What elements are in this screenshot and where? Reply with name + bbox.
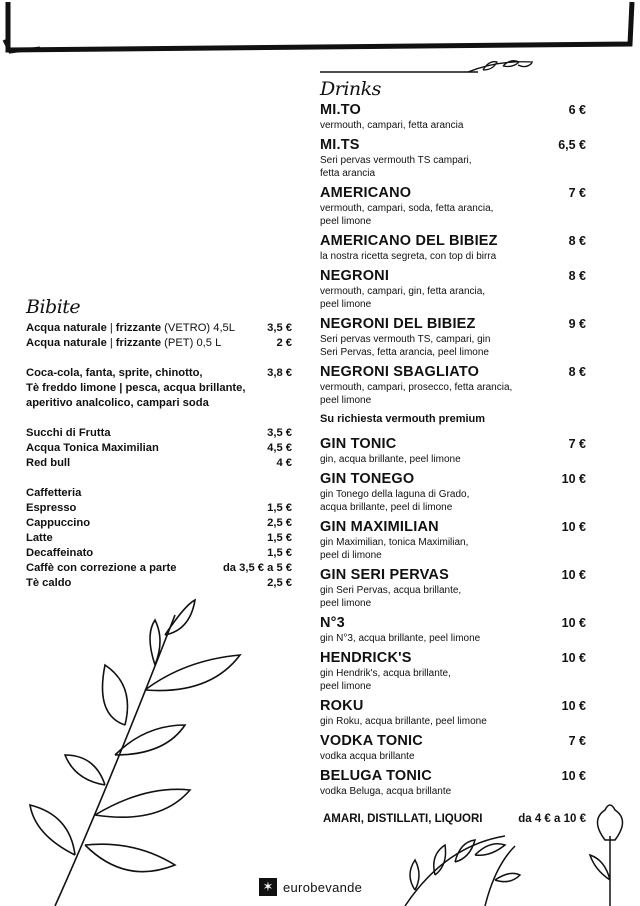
drink-description: gin Tonego della laguna di Grado, xyxy=(320,489,470,500)
drink-item xyxy=(320,519,586,562)
caffetteria-name: Tè caldo xyxy=(26,577,72,589)
drink-description: fetta arancia xyxy=(320,168,376,179)
drink-description: gin Seri Pervas, acqua brillante, xyxy=(320,585,462,596)
water-row xyxy=(26,336,292,351)
drink-name: MI.TO xyxy=(320,102,362,118)
flowers-illustration xyxy=(395,800,640,906)
water-type: frizzante xyxy=(115,337,162,349)
branch-illustration xyxy=(15,595,255,906)
others-price: 4 € xyxy=(276,457,292,469)
caffetteria-price: 2,5 € xyxy=(267,577,292,589)
caffetteria-row xyxy=(26,501,292,516)
drink-name: NEGRONI xyxy=(320,268,390,284)
top-border-decoration xyxy=(0,0,640,58)
water-label xyxy=(26,336,221,351)
water-detail: (PET) 0,5 L xyxy=(164,337,222,349)
drink-price: 8 € xyxy=(568,234,586,248)
drink-description: gin, acqua brillante, peel limone xyxy=(320,454,461,465)
drink-price: 6 € xyxy=(568,103,586,117)
drink-price: 8 € xyxy=(568,365,586,379)
caffetteria-name: Decaffeinato xyxy=(26,547,94,559)
soft-drinks-line: aperitivo analcolico, campari soda xyxy=(26,397,209,409)
drink-item xyxy=(320,233,586,263)
soft-drinks-row xyxy=(26,366,292,381)
drink-description: peel limone xyxy=(320,216,372,227)
caffetteria-title: Caffetteria xyxy=(26,487,82,499)
drink-name: GIN SERI PERVAS xyxy=(320,567,449,583)
drink-description: vodka acqua brillante xyxy=(320,751,415,762)
drink-description: gin Maximilian, tonica Maximilian, xyxy=(320,537,469,548)
drink-price: 10 € xyxy=(561,520,586,534)
drink-item xyxy=(320,316,586,359)
drink-price: 7 € xyxy=(568,734,586,748)
soft-drinks-line: Tè freddo limone | pesca, acqua brillante, xyxy=(26,382,246,394)
eurobevande-brand: eurobevande xyxy=(283,879,363,895)
drink-description: peel di limone xyxy=(320,550,382,561)
drink-name: BELUGA TONIC xyxy=(320,768,432,784)
others-name: Acqua Tonica Maximilian xyxy=(26,442,159,454)
bibite-section xyxy=(26,296,292,591)
drink-item xyxy=(320,615,586,645)
drink-item xyxy=(320,268,586,311)
drink-name: NEGRONI DEL BIBIEZ xyxy=(320,316,476,332)
drinks-title: Drinks xyxy=(320,78,381,100)
drink-item xyxy=(320,698,586,728)
drink-description: vermouth, campari, prosecco, fetta arancia, xyxy=(320,382,513,393)
drink-name: GIN MAXIMILIAN xyxy=(320,519,439,535)
drink-item xyxy=(320,364,586,407)
water-row xyxy=(26,321,292,336)
drinks-section xyxy=(320,78,586,825)
caffetteria-row xyxy=(26,546,292,561)
caffetteria-row xyxy=(26,516,292,531)
drink-item xyxy=(320,768,586,798)
drink-price: 10 € xyxy=(561,568,586,582)
drink-item xyxy=(320,650,586,693)
water-label xyxy=(26,321,235,336)
drink-item xyxy=(320,567,586,610)
drink-item xyxy=(320,102,586,132)
drink-description: vermouth, campari, gin, fetta arancia, xyxy=(320,286,486,297)
drink-description: vermouth, campari, soda, fetta arancia, xyxy=(320,203,494,214)
caffetteria-price: 1,5 € xyxy=(267,502,292,514)
drink-price: 10 € xyxy=(561,699,586,713)
water-price: 3,5 € xyxy=(267,322,292,334)
caffetteria-price: 1,5 € xyxy=(267,547,292,559)
drink-item xyxy=(320,436,586,466)
water-detail: (VETRO) 4,5L xyxy=(164,322,235,334)
caffetteria-price: da 3,5 € a 5 € xyxy=(222,562,292,574)
water-price: 2 € xyxy=(276,337,292,349)
caffetteria-row xyxy=(26,576,292,591)
eurobevande-star-icon: ✶ xyxy=(259,878,277,896)
drink-description: peel limone xyxy=(320,681,372,692)
amari-name: AMARI, DISTILLATI, LIQUORI xyxy=(323,813,483,825)
drink-price: 7 € xyxy=(568,437,586,451)
water-type: frizzante xyxy=(115,322,162,334)
drink-description: acqua brillante, peel di limone xyxy=(320,502,453,513)
caffetteria-price: 1,5 € xyxy=(267,532,292,544)
caffetteria-name: Caffè con correzione a parte xyxy=(26,562,177,574)
drink-price: 7 € xyxy=(568,186,586,200)
caffetteria-name: Espresso xyxy=(26,502,77,514)
drink-name: VODKA TONIC xyxy=(320,733,423,749)
others-row xyxy=(26,456,292,471)
drink-name: AMERICANO xyxy=(320,185,412,201)
water-separator: | xyxy=(109,337,113,349)
leaf-divider-icon xyxy=(318,56,540,78)
others-name: Red bull xyxy=(26,457,71,469)
eurobevande-logo xyxy=(259,878,362,896)
others-row xyxy=(26,441,292,456)
drink-name: HENDRICK'S xyxy=(320,650,412,666)
drink-price: 10 € xyxy=(561,769,586,783)
drink-price: 8 € xyxy=(568,269,586,283)
caffetteria-name: Latte xyxy=(26,532,53,544)
drink-price: 6,5 € xyxy=(558,138,586,152)
drink-description: gin Roku, acqua brillante, peel limone xyxy=(320,716,487,727)
drink-name: ROKU xyxy=(320,698,364,714)
drink-description: la nostra ricetta segreta, con top di birra xyxy=(320,251,497,262)
drink-description: peel limone xyxy=(320,395,372,406)
premium-note: Su richiesta vermouth premium xyxy=(320,413,486,425)
drink-item xyxy=(320,733,586,763)
others-price: 4,5 € xyxy=(267,442,292,454)
caffetteria-name: Cappuccino xyxy=(26,517,91,529)
bibite-title: Bibite xyxy=(26,296,81,318)
others-row xyxy=(26,426,292,441)
drink-description: vermouth, campari, fetta arancia xyxy=(320,120,464,131)
drink-price: 10 € xyxy=(561,472,586,486)
others-price: 3,5 € xyxy=(267,427,292,439)
caffetteria-row xyxy=(26,561,292,576)
drink-price: 10 € xyxy=(561,651,586,665)
drink-description: Seri pervas vermouth TS, campari, gin xyxy=(320,334,491,345)
drink-description: vodka Beluga, acqua brillante xyxy=(320,786,452,797)
drink-name: MI.TS xyxy=(320,137,360,153)
drink-name: N°3 xyxy=(320,615,345,631)
drink-name: GIN TONIC xyxy=(320,436,397,452)
drink-name: NEGRONI SBAGLIATO xyxy=(320,364,480,380)
drink-item xyxy=(320,137,586,180)
drink-description: gin Hendrik's, acqua brillante, xyxy=(320,668,451,679)
caffetteria-row xyxy=(26,531,292,546)
soft-drinks-line: Coca-cola, fanta, sprite, chinotto, xyxy=(26,367,203,379)
drink-price: 10 € xyxy=(561,616,586,630)
drink-name: GIN TONEGO xyxy=(320,471,415,487)
water-name: Acqua naturale xyxy=(26,337,107,349)
water-name: Acqua naturale xyxy=(26,322,107,334)
drink-name: AMERICANO DEL BIBIEZ xyxy=(320,233,498,249)
drink-description: peel limone xyxy=(320,299,372,310)
drink-description: Seri Pervas, fetta arancia, peel limone xyxy=(320,347,489,358)
soft-drinks-price: 3,8 € xyxy=(267,367,292,379)
caffetteria-price: 2,5 € xyxy=(267,517,292,529)
drink-item xyxy=(320,185,586,228)
drink-item xyxy=(320,471,586,514)
drink-price: 9 € xyxy=(568,317,586,331)
others-name: Succhi di Frutta xyxy=(26,427,111,439)
drink-description: peel limone xyxy=(320,598,372,609)
drink-description: gin N°3, acqua brillante, peel limone xyxy=(320,633,481,644)
water-separator: | xyxy=(109,322,113,334)
amari-price: da 4 € a 10 € xyxy=(518,813,586,825)
drink-description: Seri pervas vermouth TS campari, xyxy=(320,155,472,166)
